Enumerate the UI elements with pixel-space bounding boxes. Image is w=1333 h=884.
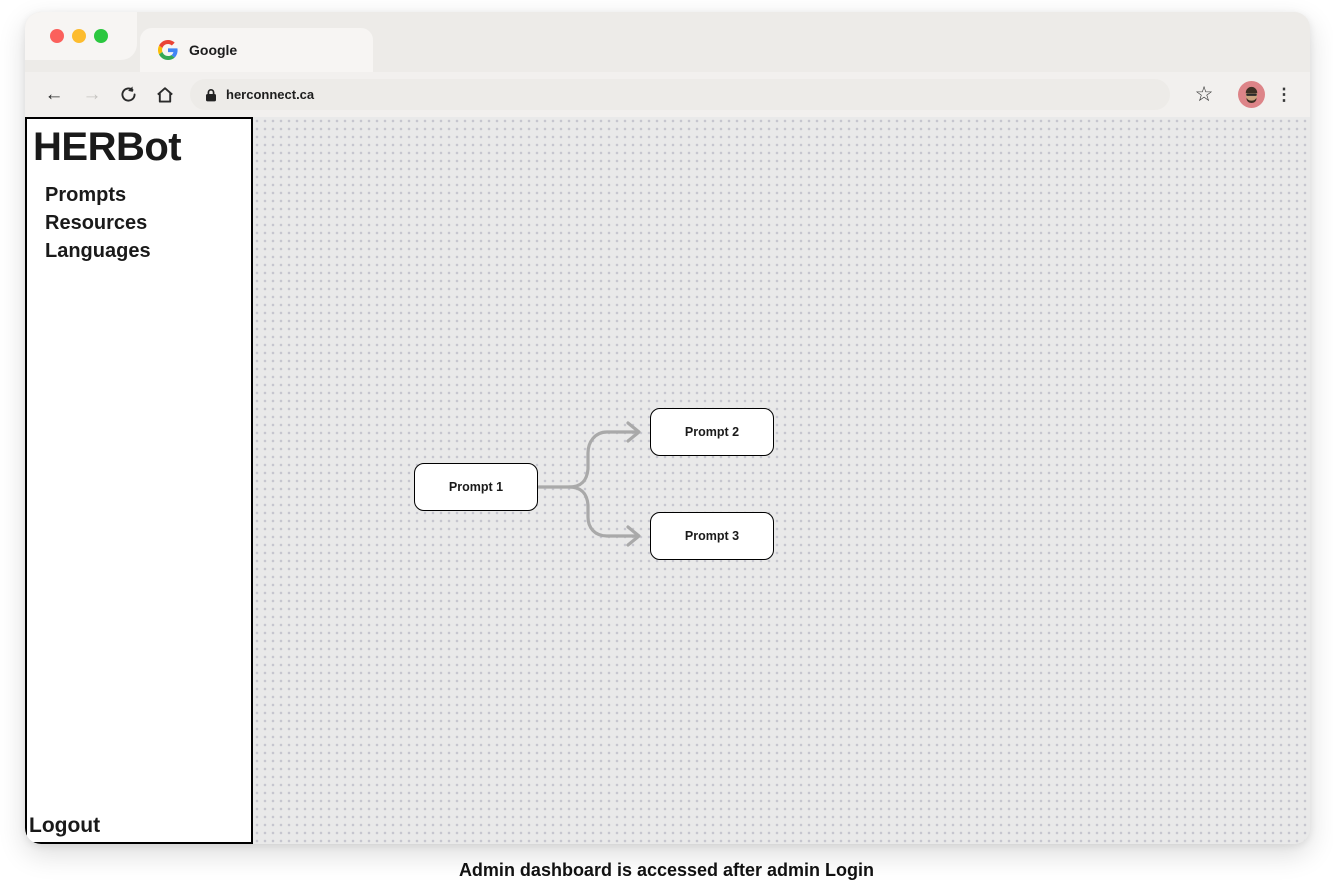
flow-node-prompt-1[interactable]: Prompt 1 [414, 463, 538, 511]
traffic-light-panel [25, 12, 137, 60]
tab-strip [25, 12, 1310, 72]
browser-tab-google[interactable] [140, 28, 373, 72]
profile-avatar[interactable] [1238, 81, 1265, 108]
maximize-window-button[interactable] [94, 29, 108, 43]
url-text[interactable]: herconnect.ca [226, 87, 315, 102]
flow-node-prompt-2[interactable]: Prompt 2 [650, 408, 774, 456]
avatar-face-icon [1242, 85, 1261, 104]
back-arrow-icon: ← [44, 84, 64, 105]
star-icon: ☆ [1194, 83, 1214, 106]
browser-menu-button[interactable] [1271, 72, 1297, 117]
bookmark-button[interactable] [1191, 72, 1217, 117]
forward-arrow-icon: → [82, 84, 102, 105]
tab-title: Google [189, 42, 238, 58]
page-content [25, 117, 1310, 844]
home-icon [155, 85, 175, 105]
app-title: HERBot [33, 125, 182, 169]
google-favicon-icon [158, 40, 178, 60]
flow-canvas[interactable] [253, 117, 1310, 844]
home-button[interactable] [152, 72, 178, 117]
flow-node-prompt-3[interactable]: Prompt 3 [650, 512, 774, 560]
reload-button[interactable] [115, 72, 141, 117]
browser-toolbar [25, 72, 1310, 117]
sidebar [25, 117, 253, 844]
back-button[interactable] [41, 72, 67, 117]
figure-caption: Admin dashboard is accessed after admin Login [458, 860, 875, 880]
sidebar-menu [31, 181, 251, 265]
reload-icon [119, 85, 138, 104]
address-bar[interactable] [190, 79, 1170, 110]
forward-button[interactable] [79, 72, 105, 117]
lock-icon[interactable] [205, 88, 217, 102]
sidebar-item-languages[interactable]: Languages [45, 240, 151, 262]
kebab-menu-icon: ⋮ [1275, 84, 1293, 104]
minimize-window-button[interactable] [72, 29, 86, 43]
close-window-button[interactable] [50, 29, 64, 43]
sidebar-item-resources[interactable]: Resources [45, 212, 148, 234]
sidebar-item-prompts[interactable]: Prompts [45, 184, 127, 206]
flow-connectors [253, 117, 1310, 844]
browser-window [25, 12, 1310, 844]
logout-button[interactable]: Logout [29, 814, 101, 837]
